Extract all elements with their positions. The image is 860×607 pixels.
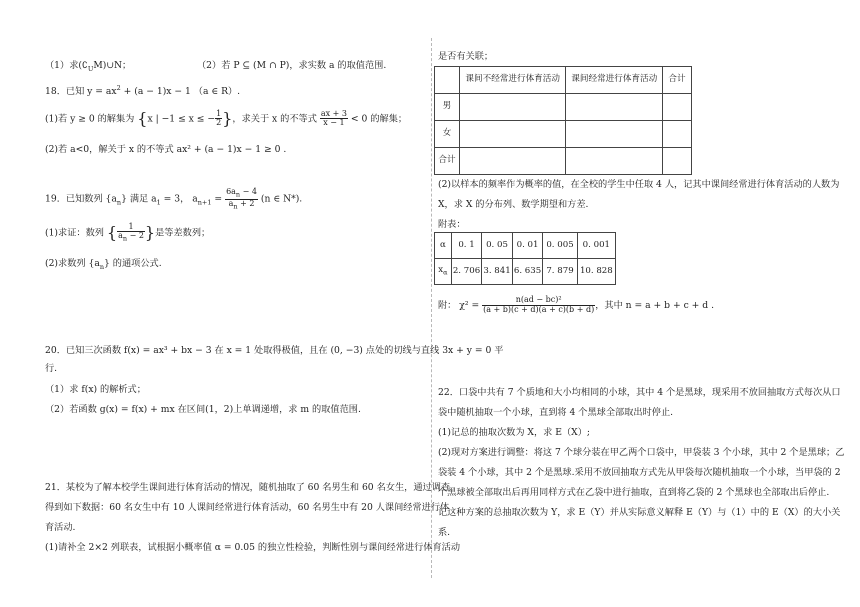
table-cell: 0. 1 bbox=[451, 233, 482, 259]
table-cell bbox=[435, 67, 460, 94]
q21-line1: 21．某校为了解本校学生课间进行体育活动的情况，随机抽取了 60 名男生和 60 名女生，通过调查 bbox=[45, 482, 451, 493]
q21-line4: (1)请补全 2×2 列联表，试根据小概率值 α = 0.05 的独立性检验，判断性别与课间经常进行体育活动 bbox=[45, 542, 461, 553]
table-cell: $x_\alpha$ bbox=[435, 259, 452, 285]
q18-part2: (2)若 a<0，解关于 x 的不等式 ax² + (a − 1)x − 1 ≥ 0 . bbox=[45, 144, 287, 155]
fraction: $\frac{1}{2}$ bbox=[216, 108, 222, 128]
q22-line2: 袋中随机抽取一个小球，直到将 4 个黑球全部取出时停止. bbox=[438, 407, 674, 418]
q20-stem: 20．已知三次函数 f(x) = ax³ + bx − 3 在 x = 1 处取得极值，且在 (0, −3) 点处的切线与直线 3x + y = 0 平 bbox=[45, 345, 504, 356]
q21-continuation: 是否有关联； bbox=[438, 51, 494, 62]
q20-part2: （2）若函数 g(x) = f(x) + mx 在区间(1，2)上单调递增，求 m 的取值范围. bbox=[45, 404, 361, 415]
column-divider bbox=[431, 38, 432, 578]
q18-stem: 18．已知 $y = ax^2 + (a - 1)x - 1$ （a ∈ R）. bbox=[45, 84, 241, 98]
table-cell: 课间不经常进行体育活动 bbox=[459, 67, 566, 94]
table-row bbox=[435, 259, 616, 285]
q21-part2-line1: (2)以样本的频率作为概率的值，在全校的学生中任取 4 人，记其中课间经常进行体育活动的人数为 bbox=[438, 179, 840, 190]
table-row bbox=[435, 94, 692, 121]
q21-part2-line2: X，求 X 的分布列、数学期望和方差. bbox=[438, 199, 589, 210]
q19-stem: 19．已知数列 $\{a_n\}$ 满足 $a_1 = 3$， $a_{n+1}$ = $\frac{6a_n - 4}{a_n + 2}$ (n ∈ N*). bbox=[45, 187, 303, 211]
table-cell: 0. 001 bbox=[577, 233, 615, 259]
table-cell: 0. 005 bbox=[543, 233, 577, 259]
table-cell: 3. 841 bbox=[482, 259, 513, 285]
table-row bbox=[435, 148, 692, 175]
q22-part2-line1: (2)现对方案进行调整：将这 7 个球分装在甲乙两个口袋中，甲袋装 3 个小球，其中 2 个是黑球；乙 bbox=[438, 447, 845, 458]
table-cell: 女 bbox=[435, 121, 460, 148]
fraction: $\frac{6a_n - 4}{a_n + 2}$ bbox=[226, 187, 257, 211]
contingency-table bbox=[434, 66, 692, 175]
chi-square-formula: 附： χ² = $\frac{\text{n(ad − bc)²}}{(a + b)(c + d)(a + c)(b + d)}$ ，其中 n = a + b + c + d . bbox=[438, 295, 714, 314]
table-cell: 0. 05 bbox=[482, 233, 513, 259]
q17-part2: （2）若 P ⊆ (M ∩ P)，求实数 a 的取值范围. bbox=[197, 60, 387, 71]
table-cell: 合计 bbox=[435, 148, 460, 175]
fraction: $\frac{1}{a_n - 2}$ bbox=[118, 221, 144, 243]
table-cell: 2. 706 bbox=[451, 259, 482, 285]
table-cell: 0. 01 bbox=[512, 233, 543, 259]
fraction: $\frac{\text{n(ad − bc)²}}{(a + b)(c + d)(a + c)(b + d)}$ bbox=[483, 295, 595, 314]
q22-part2-line3: 个黑球被全部取出后再用同样方式在乙袋中进行抽取，直到将乙袋的 2 个黑球也全部取出后停止. bbox=[438, 487, 830, 498]
table-row bbox=[435, 233, 616, 259]
q22-part2-line5: 系. bbox=[438, 527, 451, 538]
q22-part2-line2: 袋装 4 个小球，其中 2 个是黑球.采用不放回抽取方式先从甲袋每次随机抽取一个小球，当甲袋的 2 bbox=[438, 467, 841, 478]
table-cell: 合计 bbox=[663, 67, 692, 94]
fraction: $\frac{ax + 3}{x - 1}$ bbox=[320, 108, 348, 128]
critical-value-table bbox=[434, 232, 616, 285]
table-cell: 6. 635 bbox=[512, 259, 543, 285]
q22-part1: (1)记总的抽取次数为 X，求 E（X）; bbox=[438, 427, 590, 438]
q19-part1: (1)求证：数列 { $\frac{1}{a_n - 2}$ }是等差数列； bbox=[45, 221, 211, 243]
table-row bbox=[435, 121, 692, 148]
q18-part1: (1)若 y ≥ 0 的解集为 {x | −1 ≤ x ≤ − $\frac{1}{2}$ }，求关于 x 的不等式 $\frac{ax + 3}{x - 1}$ < 0 的解集； bbox=[45, 108, 408, 128]
table-cell: α bbox=[435, 233, 452, 259]
table-header-row bbox=[435, 67, 692, 94]
table-cell: 10. 828 bbox=[577, 259, 615, 285]
table-cell: 7. 879 bbox=[543, 259, 577, 285]
q22-part2-line4: 记这种方案的总抽取次数为 Y，求 E（Y）并从实际意义解释 E（Y）与（1）中的 E（X）的大小关 bbox=[438, 507, 841, 518]
table-cell: 课间经常进行体育活动 bbox=[566, 67, 663, 94]
q19-part2: (2)求数列 $\{a_n\}$ 的通项公式. bbox=[45, 258, 162, 271]
q22-line1: 22．口袋中共有 7 个质地和大小均相同的小球，其中 4 个是黑球，现采用不放回抽取方式每次从口 bbox=[438, 387, 841, 398]
q21-line3: 育活动. bbox=[45, 522, 76, 533]
q20-part1: （1）求 f(x) 的解析式； bbox=[45, 384, 146, 395]
q20-stem-cont: 行. bbox=[45, 363, 58, 374]
table-cell: 男 bbox=[435, 94, 460, 121]
q21-line2: 得到如下数据：60 名女生中有 10 人课间经常进行体育活动，60 名男生中有 20 人课间经常进行体 bbox=[45, 502, 450, 513]
q17-part1: （1）求$(∁_UM)\cup N$； bbox=[45, 60, 132, 73]
appendix-label: 附表： bbox=[438, 219, 466, 230]
